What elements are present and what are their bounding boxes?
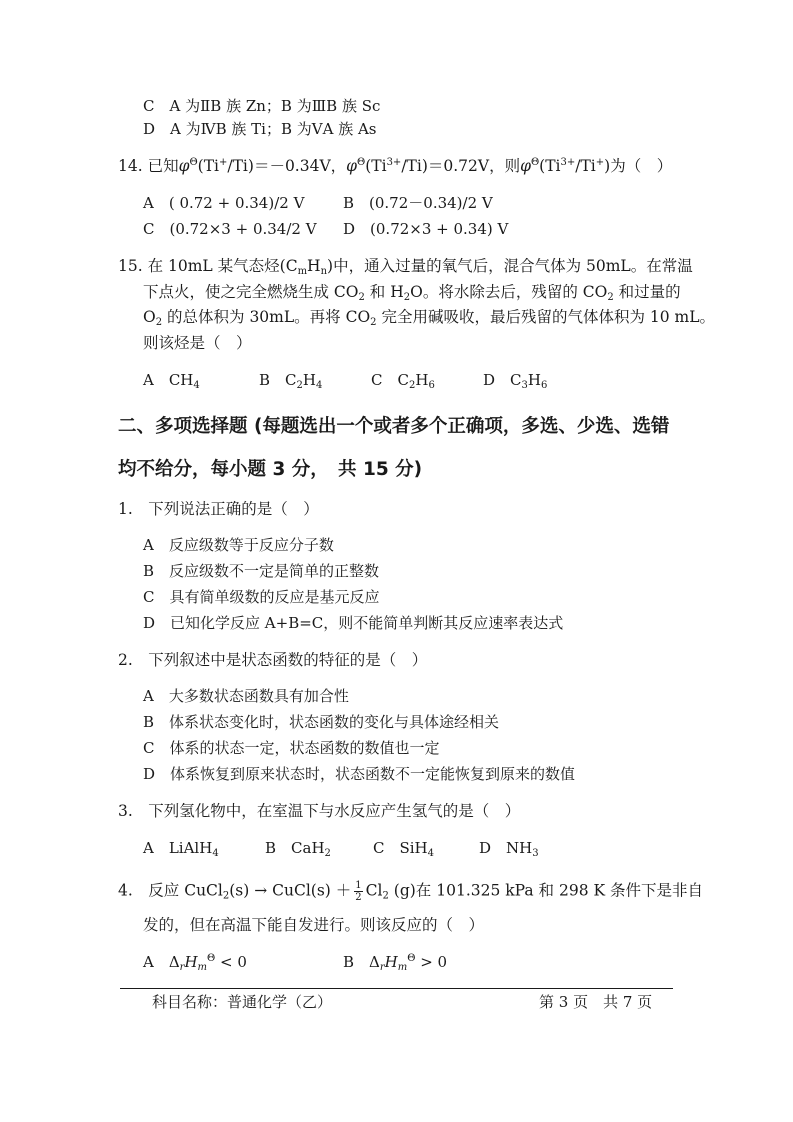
mq2-option-d: D 体系恢复到原来状态时，状态函数不一定能恢复到原来的数值 — [143, 765, 576, 783]
mq2-option-b: B 体系状态变化时，状态函数的变化与具体途经相关 — [143, 713, 500, 731]
mq2-option-a: A 大多数状态函数具有加合性 — [143, 687, 349, 705]
q13-option-d: D A 为ⅣB 族 Ti；B 为ⅤA 族 As — [143, 120, 377, 138]
q14-option-b: B (0.72－0.34)/2 V — [343, 194, 493, 212]
mq4-line-1: 4. 反应 CuCl$_2$(s) → CuCl(s) ＋ $\frac{1}{2}$ $Cl_2$ (g)在 101.325 kPa 和 298 K 条件下是非自 — [118, 880, 703, 903]
mq4-line-2: 发的，但在高温下能自发进行。则该反应的（ ） — [143, 916, 485, 934]
q13-option-c: C A 为ⅡB 族 Zn；B 为ⅢB 族 Sc — [143, 97, 381, 115]
mq3-stem: 3. 下列氢化物中，在室温下与水反应产生氢气的是（ ） — [118, 802, 521, 820]
q14-option-a: A ( 0.72 + 0.34)/2 V — [143, 194, 305, 212]
q15-line-2: 下点火，使之完全燃烧生成 $CO_2$ 和 $H_2O$。将水除去后，残留的 $CO_2$ 和过量的 — [143, 283, 681, 303]
mq1-option-b: B 反应级数不一定是简单的正整数 — [143, 562, 380, 580]
q15-line-1: 15. 在 10mL 某气态烃$(C_mH_n)$中，通入过量的氧气后，混合气体为 50mL。在常温 — [118, 257, 693, 277]
q15-line-4: 则该烃是（ ） — [143, 334, 252, 352]
q15-option-d: D $C_3H_6$ — [483, 371, 548, 391]
mq3-option-d: D $NH_3$ — [479, 839, 539, 859]
mq3-option-c: C SiH$_4$ — [373, 839, 435, 859]
q14-option-c: C (0.72×3 + 0.34/2 V — [143, 220, 317, 238]
mq4-option-b: B $\Delta_rH_m^\Theta > 0$ — [343, 953, 448, 973]
q14-option-d: D (0.72×3 + 0.34) V — [343, 220, 509, 238]
q14-stem: 14. 已知$\varphi^\Theta(Ti^+/Ti)=-0.34V$，$\varphi^\Theta(Ti^{3+}/Ti)=0.72V$，则$\varphi^\Theta(Ti^{3+}/Ti^+)$为（ ） — [118, 157, 673, 175]
mq3-option-b: B CaH$_2$ — [265, 839, 331, 859]
footer-page-number: 第 3 页 共 7 页 — [539, 993, 653, 1011]
q15-line-3: $O_2$ 的总体积为 30mL。再将 $CO_2$ 完全用碱吸收，最后残留的气体体积为 10 mL。 — [143, 308, 716, 328]
mq4-option-a: A $\Delta_rH_m^\Theta < 0$ — [143, 953, 247, 973]
footer-subject: 科目名称：普通化学（乙） — [152, 993, 333, 1011]
q15-option-b: B $C_2H_4$ — [259, 371, 323, 391]
section-2-heading-line-2: 均不给分，每小题 3 分， 共 15 分) — [118, 459, 423, 480]
q15-option-c: C $C_2H_6$ — [371, 371, 435, 391]
section-2-heading-line-1: 二、多项选择题 (每题选出一个或者多个正确项，多选、少选、选错 — [118, 416, 670, 437]
mq2-stem: 2. 下列叙述中是状态函数的特征的是（ ） — [118, 651, 428, 669]
q15-option-a: A $CH_4$ — [143, 371, 200, 391]
one-half-fraction: $\frac{1}{2}$ — [355, 880, 362, 903]
footer-divider — [120, 988, 673, 989]
mq1-option-d: D 已知化学反应 A+B=C，则不能简单判断其反应速率表达式 — [143, 614, 564, 632]
mq1-stem: 1. 下列说法正确的是（ ） — [118, 500, 319, 518]
mq2-option-c: C 体系的状态一定，状态函数的数值也一定 — [143, 739, 440, 757]
mq1-option-a: A 反应级数等于反应分子数 — [143, 536, 334, 554]
mq3-option-a: A LiAlH$_4$ — [143, 839, 219, 859]
mq1-option-c: C 具有简单级数的反应是基元反应 — [143, 588, 380, 606]
